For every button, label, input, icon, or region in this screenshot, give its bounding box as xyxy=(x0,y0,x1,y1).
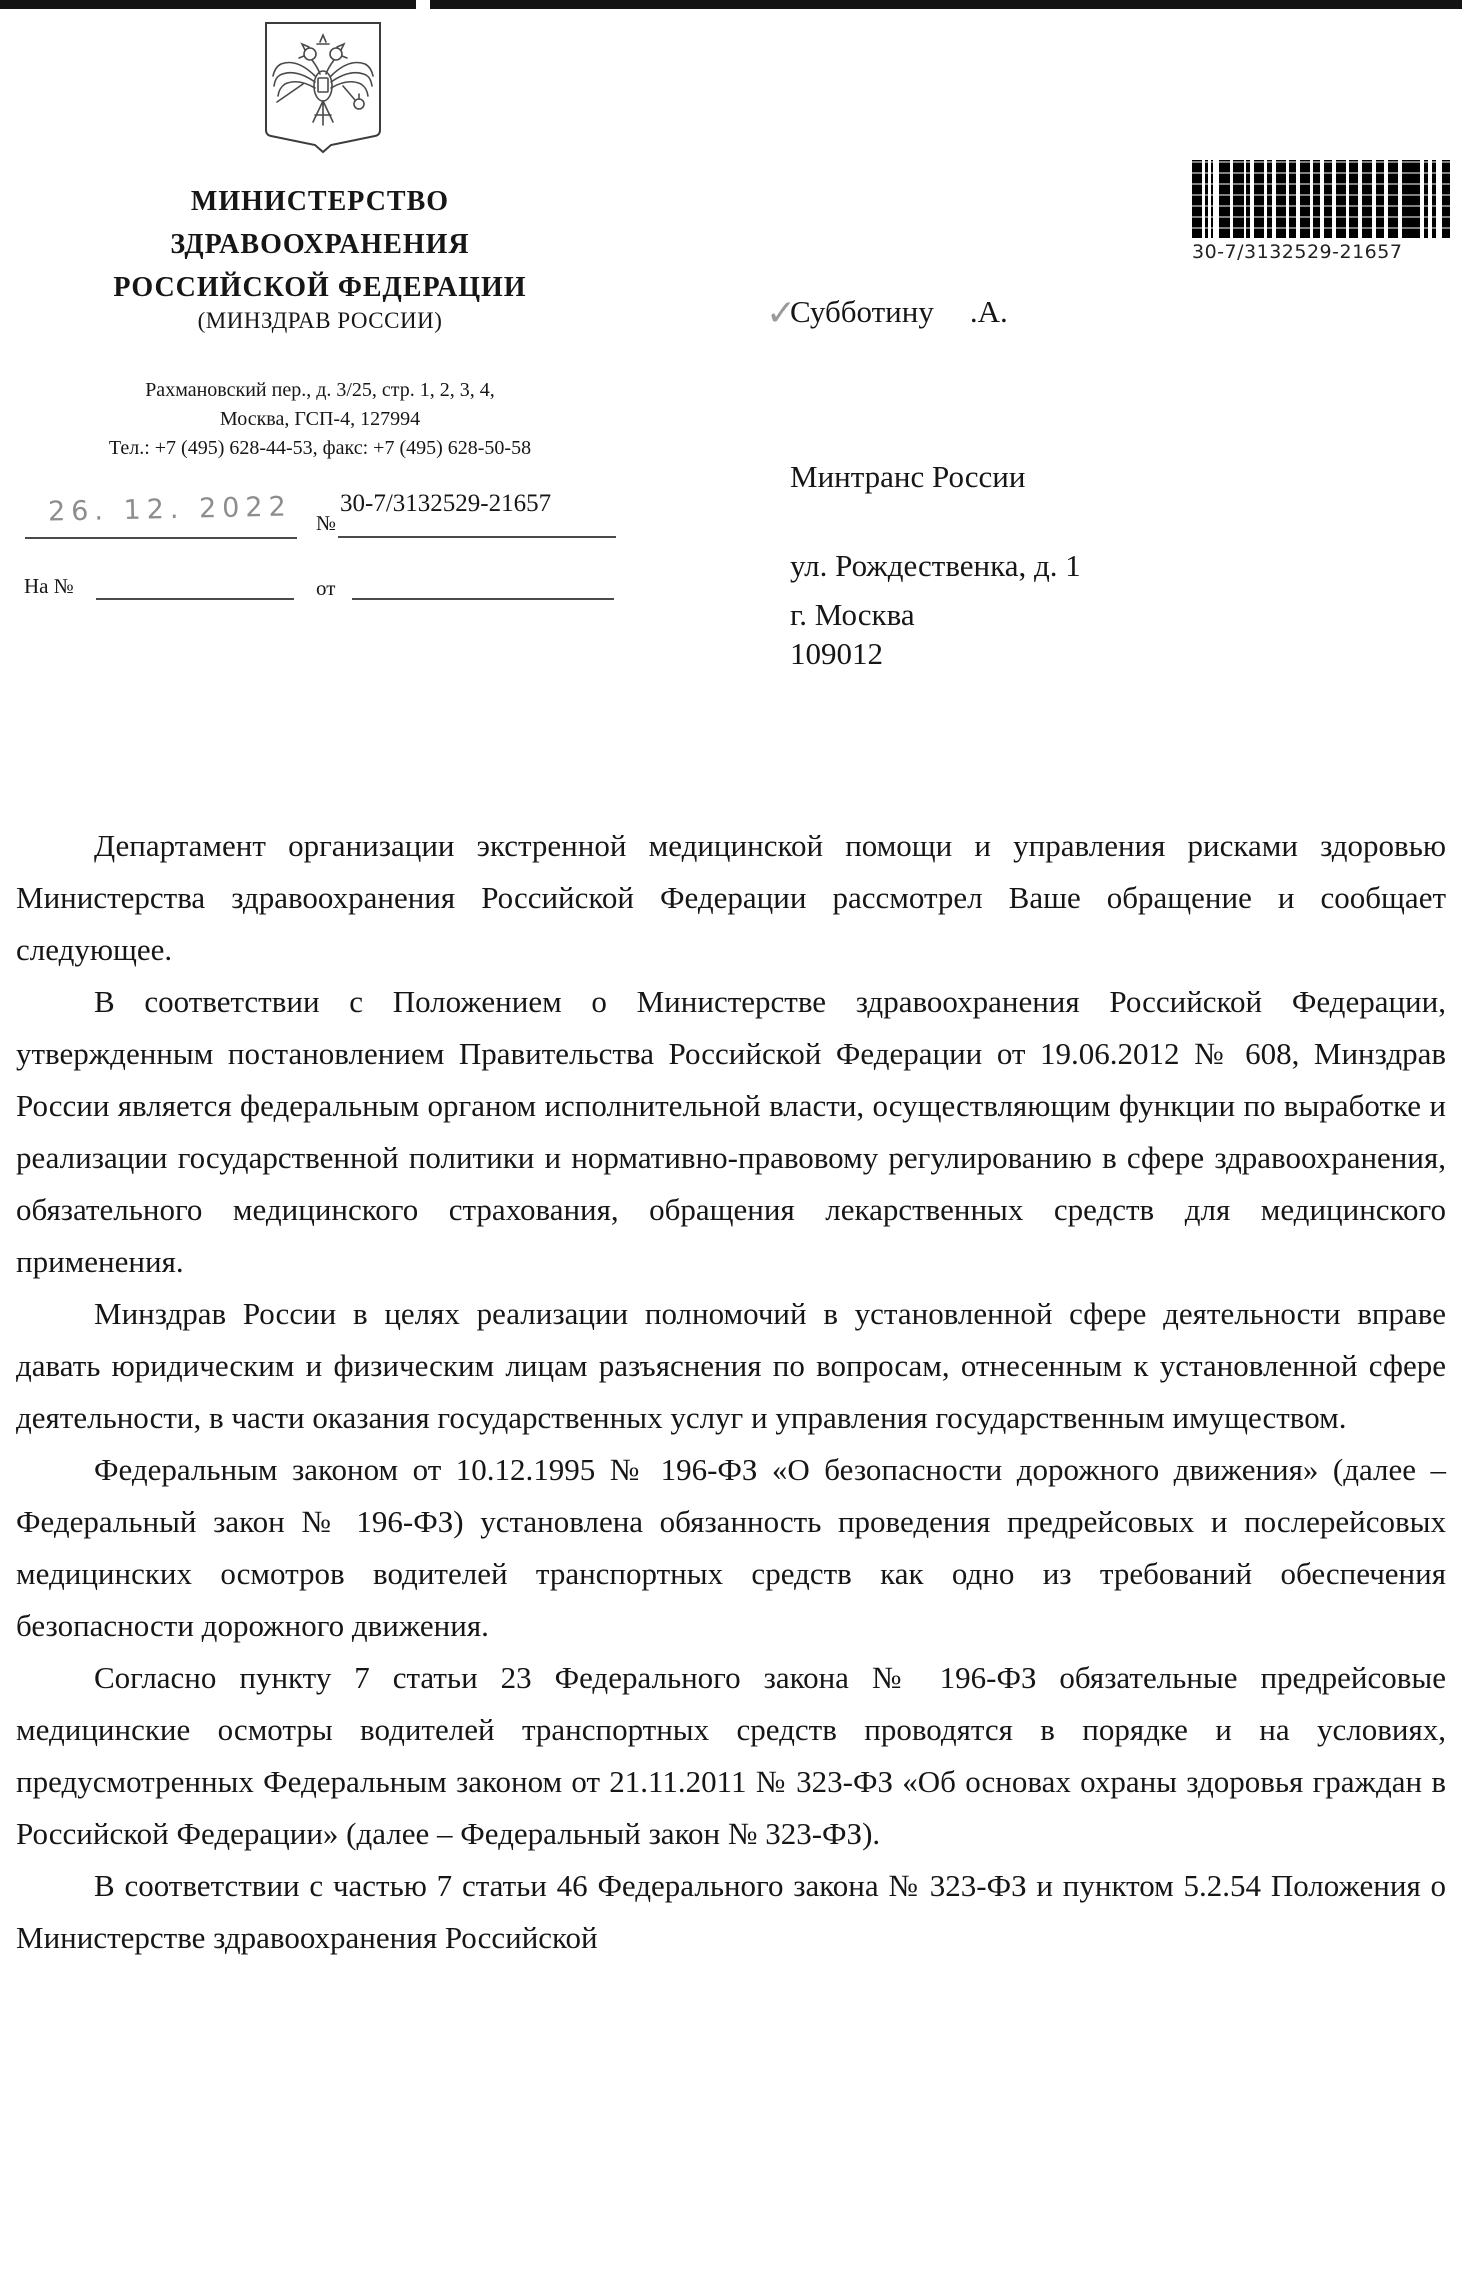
body-paragraph-6: В соответствии с частью 7 статьи 46 Федерального закона № 323-ФЗ и пунктом 5.2.54 Положения о Министерстве здравоохранения Российской xyxy=(16,1868,1446,1955)
letterhead-address xyxy=(20,376,620,463)
letterhead-address-line3: Тел.: +7 (495) 628-44-53, факс: +7 (495) 628-50-58 xyxy=(108,437,532,459)
outgoing-number: 30-7/3132529-21657 xyxy=(340,490,552,517)
letterhead-address-line2: Москва, ГСП-4, 127994 xyxy=(219,408,421,430)
ministry-title-line1: МИНИСТЕРСТВО xyxy=(190,186,450,217)
ministry-title xyxy=(20,180,620,309)
date-stamp: 26. 12. 2022 xyxy=(47,491,293,528)
scan-artifact-bar xyxy=(0,0,1462,9)
barcode-bars-icon xyxy=(1192,160,1450,238)
body-paragraph-5: Согласно пункту 7 статьи 23 Федерального закона № 196-ФЗ обязательные предрейсовые медицинские осмотры водителей транспортных средств проводятся в порядке и на условиях, предусмотренных Федеральным законом от 21.11.2011 № 323-ФЗ «Об основах охраны здоровья граждан в Российской Федерации» (далее – Федеральный закон № 323-ФЗ). xyxy=(16,1660,1446,1851)
body-paragraph-3: Минздрав России в целях реализации полномочий в установленной сфере деятельности вправе давать юридическим и физическим лицам разъяснения по вопросам, отнесенным к установленной сфере деятельности, в части оказания государственных услуг и управления государственным имуществом. xyxy=(16,1296,1446,1435)
reference-label: На № xyxy=(24,574,74,598)
ministry-title-line2: ЗДРАВООХРАНЕНИЯ xyxy=(170,229,470,260)
barcode-number: 30-7/3132529-21657 xyxy=(1192,241,1403,263)
addressee-surname: Субботину xyxy=(790,294,934,329)
body-paragraph-2: В соответствии с Положением о Министерстве здравоохранения Российской Федерации, утвержденным постановлением Правительства Российской Федерации от 19.06.2012 № 608, Минздрав России является федеральным органом исполнительной власти, осуществляющим функции по выработке и реализации государственной политики и нормативно-правовому регулированию в сфере здравоохранения, обязательного медицинского страхования, обращения лекарственных средств для медицинского применения. xyxy=(16,984,1446,1279)
barcode xyxy=(1192,160,1452,263)
coat-of-arms-icon xyxy=(263,20,383,156)
addressee-street: ул. Рождественка, д. 1 xyxy=(790,548,1081,583)
addressee-name xyxy=(790,294,1008,330)
checkmark-icon: ✓ xyxy=(766,293,797,334)
addressee-city: г. Москва xyxy=(790,597,915,632)
letter-body xyxy=(16,820,1446,1964)
date-line xyxy=(25,537,297,539)
number-label: № xyxy=(316,511,337,535)
reference-date-line xyxy=(352,598,614,600)
letterhead-address-line1: Рахмановский пер., д. 3/25, стр. 1, 2, 3, 4, xyxy=(145,379,495,401)
ministry-short-name: (МИНЗДРАВ РОССИИ) xyxy=(197,308,443,333)
addressee-organization: Минтранс России xyxy=(790,459,1026,494)
reference-number-line xyxy=(96,598,294,600)
number-line xyxy=(338,536,616,538)
ministry-title-line3: РОССИЙСКОЙ ФЕДЕРАЦИИ xyxy=(113,272,527,303)
addressee-postcode: 109012 xyxy=(790,636,883,671)
body-paragraph-4: Федеральным законом от 10.12.1995 № 196-ФЗ «О безопасности дорожного движения» (далее – Федеральный закон № 196-ФЗ) установлена обязанность проведения предрейсовых и послерейсовых медицинских осмотров водителей транспортных средств как одно из требований обеспечения безопасности дорожного движения. xyxy=(16,1452,1446,1643)
scan-artifact-notch xyxy=(416,0,430,9)
body-paragraph-1: Департамент организации экстренной медицинской помощи и управления рисками здоровью Министерства здравоохранения Российской Федерации рассмотрел Ваше обращение и сообщает следующее. xyxy=(16,828,1446,967)
reference-from-label: от xyxy=(316,576,336,600)
addressee-initials: .А. xyxy=(969,294,1008,329)
